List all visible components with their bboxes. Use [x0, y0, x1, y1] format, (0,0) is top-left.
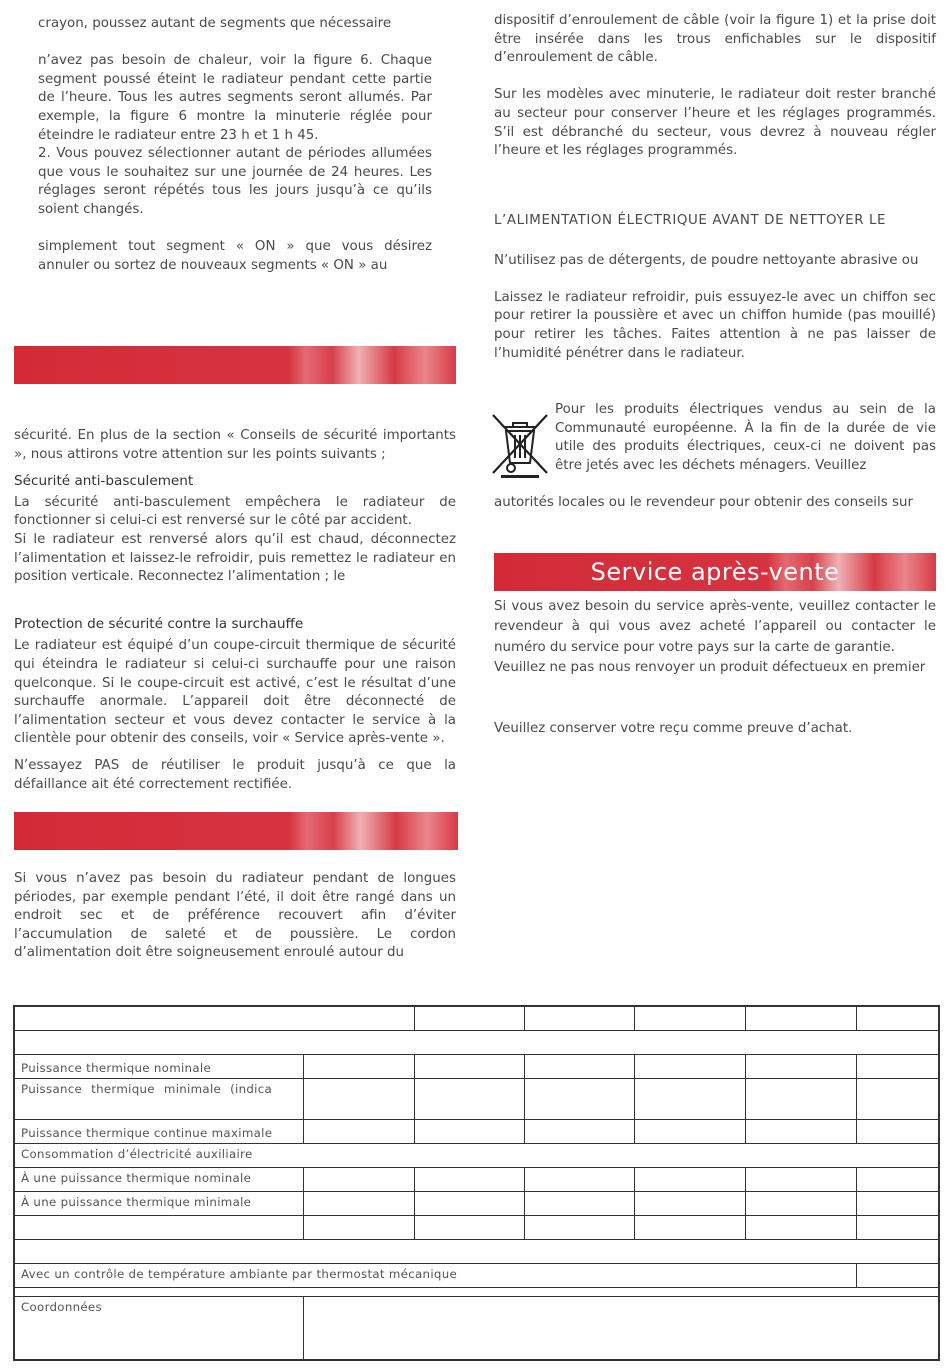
- table-cell: [857, 1007, 939, 1031]
- table-cell: [525, 1055, 635, 1079]
- table-cell: [15, 1288, 939, 1297]
- tip-over-text-2: Si le radiateur est renversé alors qu’il est chaud, déconnectez l’alimentation et laissez-le refroidir, puis remettez le radiateur en position verticale. Reconnectez l’alimentation ; le: [14, 531, 456, 585]
- specification-table: [14, 1006, 939, 1360]
- table-cell: [415, 1055, 525, 1079]
- service-banner: [494, 553, 936, 591]
- table-cell: [415, 1216, 525, 1240]
- table-cell: [15, 1216, 304, 1240]
- table-cell: [415, 1079, 525, 1120]
- row-label-at-minimal: À une puissance thermique minimale: [15, 1192, 304, 1216]
- table-cell: [857, 1216, 939, 1240]
- overheat-warning: N’essayez PAS de réutiliser le produit jusqu’à ce que la défaillance ait été correctement rectifiée.: [14, 757, 456, 792]
- timer-text-1: crayon, poussez autant de segments que nécessaire: [38, 16, 392, 31]
- storage-section: [14, 870, 456, 963]
- cable-storage-section: [494, 12, 936, 161]
- table-row: [15, 1168, 939, 1192]
- service-text-1: Si vous avez besoin du service après-vente, veuillez contacter le revendeur à qui vous avez acheté l’appareil ou contacter le numéro du service pour votre pays sur la carte de garantie.: [494, 599, 936, 655]
- safety-section: [14, 427, 456, 794]
- row-label-nominal: Puissance thermique nominale: [15, 1055, 304, 1079]
- table-row: [15, 1055, 939, 1079]
- timer-text-2: n’avez pas besoin de chaleur, voir la figure 6. Chaque segment poussé éteint le radiateur pendant cette partie de l’heure. Tous les autres segments seront allumés. Par exemple, la figure 6 montre la minuterie réglée pour éteindre le radiateur entre 23 h et 1 h 45.: [38, 53, 432, 143]
- table-cell: [635, 1168, 746, 1192]
- weee-section: [555, 401, 936, 475]
- table-cell: [415, 1007, 525, 1031]
- table-cell: [746, 1168, 857, 1192]
- table-cell: [746, 1120, 857, 1144]
- table-cell: [15, 1031, 939, 1055]
- table-cell: [635, 1055, 746, 1079]
- storage-text: Si vous n’avez pas besoin du radiateur pendant de longues périodes, par exemple pendant l’été, il doit être rangé dans un endroit sec et de préférence recouvert afin d’éviter l’accumulation de saleté et de poussière. Le cordon d’alimentation doit être soigneusement enroulé autour du: [14, 871, 456, 961]
- table-row: [15, 1079, 939, 1120]
- table-cell: [746, 1055, 857, 1079]
- table-cell: [15, 1240, 939, 1264]
- table-cell: [746, 1216, 857, 1240]
- table-cell: [415, 1120, 525, 1144]
- table-row: [15, 1031, 939, 1055]
- service-text-2: Veuillez ne pas nous renvoyer un produit défectueux en premier: [494, 660, 926, 676]
- row-label-minimal: Puissance thermique minimale (indica: [15, 1079, 304, 1120]
- table-cell: [857, 1264, 939, 1288]
- service-section: [494, 597, 936, 739]
- tip-over-text-1: La sécurité anti-basculement empêchera le radiateur de fonctionner si celui-ci est renversé sur le côté par accident.: [14, 494, 456, 529]
- table-cell: [525, 1079, 635, 1120]
- table-cell: [746, 1007, 857, 1031]
- table-cell: [304, 1079, 415, 1120]
- table-cell: [857, 1192, 939, 1216]
- row-label-continuous: Puissance thermique continue maximale: [15, 1120, 304, 1144]
- table-cell: [525, 1007, 635, 1031]
- table-row: [15, 1216, 939, 1240]
- table-row: [15, 1007, 939, 1031]
- weee-section-2: [494, 494, 936, 513]
- table-row: [15, 1288, 939, 1297]
- table-cell: [635, 1079, 746, 1120]
- table-cell: [304, 1216, 415, 1240]
- cleaning-heading: L’ALIMENTATION ÉLECTRIQUE AVANT DE NETTOYER LE: [494, 213, 887, 228]
- table-cell: [635, 1192, 746, 1216]
- overheat-text: Le radiateur est équipé d’un coupe-circuit thermique de sécurité qui éteindra le radiateur si celui-ci surchauffe pour une raison quelconque. Si le coupe-circuit est activé, c’est le résultat d’une surchauffe anormale. L’appareil doit être déconnecté de l’alimentation secteur et vous devez contacter le service à la clientèle pour obtenir des conseils, voir « Service après-vente ».: [14, 638, 456, 747]
- contact-details-cell: [304, 1297, 939, 1360]
- row-label-thermostat: Avec un contrôle de température ambiante par thermostat mécanique: [15, 1264, 857, 1288]
- cleaning-text-2: Laissez le radiateur refroidir, puis essuyez-le avec un chiffon sec pour retirer la poussière et avec un chiffon humide (pas mouillé) pour retirer les tâches. Faites attention à ne pas laisser de l’humidité pénétrer dans le radiateur.: [494, 289, 936, 361]
- table-cell: [635, 1007, 746, 1031]
- row-label-aux: Consommation d’électricité auxiliaire: [15, 1144, 939, 1168]
- table-cell: [857, 1168, 939, 1192]
- timer-text-3: 2. Vous pouvez sélectionner autant de périodes allumées que vous le souhaitez sur une journée de 24 heures. Les réglages seront répétés tous les jours jusqu’à ce qu’ils soient changés.: [38, 146, 432, 217]
- table-row: [15, 1297, 939, 1360]
- section-banner-safety: [14, 346, 456, 384]
- cable-text-2: Sur les modèles avec minuterie, le radiateur doit rester branché au secteur pour conserver l’heure et les réglages programmés. S’il est débranché du secteur, vous devrez à nouveau régler l’heure et les réglages programmés.: [494, 87, 936, 159]
- table-cell: [635, 1120, 746, 1144]
- table-cell: [857, 1079, 939, 1120]
- row-label-contact: Coordonnées: [15, 1297, 304, 1360]
- table-cell: [525, 1192, 635, 1216]
- service-text-3: Veuillez conserver votre reçu comme preuve d’achat.: [494, 720, 853, 736]
- timer-instructions: [38, 15, 432, 275]
- timer-text-4: simplement tout segment « ON » que vous désirez annuler ou sortez de nouveaux segments « ON » au: [38, 239, 432, 273]
- table-cell: [304, 1055, 415, 1079]
- table-row: [15, 1144, 939, 1168]
- table-cell: [525, 1168, 635, 1192]
- table-cell: [15, 1007, 415, 1031]
- service-title: Service après-vente: [590, 558, 840, 586]
- weee-text-2: autorités locales ou le revendeur pour obtenir des conseils sur: [494, 495, 913, 510]
- table-cell: [415, 1168, 525, 1192]
- crossed-out-wheelie-bin-icon: [491, 413, 549, 479]
- tip-over-heading: Sécurité anti-basculement: [14, 473, 194, 490]
- table-cell: [746, 1192, 857, 1216]
- table-row: [15, 1240, 939, 1264]
- table-row: [15, 1264, 939, 1288]
- table-cell: [304, 1120, 415, 1144]
- table-cell: [635, 1216, 746, 1240]
- table-row: [15, 1120, 939, 1144]
- safety-intro: sécurité. En plus de la section « Conseils de sécurité importants », nous attirons votre attention sur les points suivants ;: [14, 428, 456, 462]
- section-banner-storage: [14, 812, 458, 850]
- table-row: [15, 1192, 939, 1216]
- weee-text: Pour les produits électriques vendus au sein de la Communauté européenne. À la fin de la durée de vie utile des produits électriques, ceux-ci ne doivent pas être jetés avec les déchets ménagers. Veuillez: [555, 402, 936, 473]
- cleaning-text-1: N’utilisez pas de détergents, de poudre nettoyante abrasive ou: [494, 252, 919, 268]
- table-cell: [304, 1168, 415, 1192]
- row-label-at-nominal: À une puissance thermique nominale: [15, 1168, 304, 1192]
- table-cell: [525, 1120, 635, 1144]
- table-cell: [857, 1120, 939, 1144]
- table-cell: [415, 1192, 525, 1216]
- table-cell: [304, 1192, 415, 1216]
- table-cell: [857, 1055, 939, 1079]
- overheat-heading: Protection de sécurité contre la surchauffe: [14, 615, 304, 632]
- cable-text-1: dispositif d’enroulement de câble (voir la figure 1) et la prise doit être insérée dans les trous enfichables sur le dispositif d’enroulement de câble.: [494, 13, 936, 66]
- table-cell: [746, 1079, 857, 1120]
- cleaning-section: [494, 212, 936, 363]
- table-cell: [525, 1216, 635, 1240]
